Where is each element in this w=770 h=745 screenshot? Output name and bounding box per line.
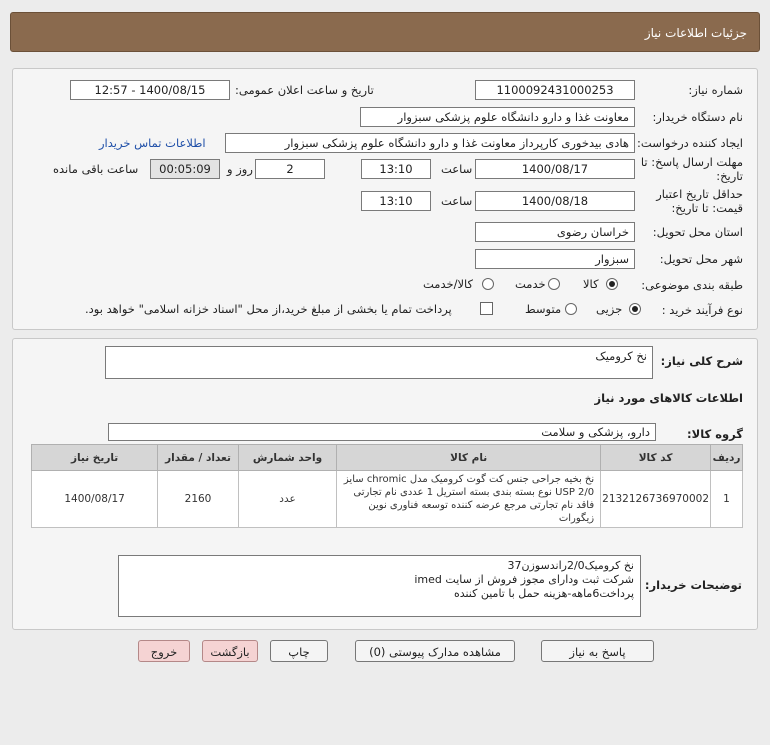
page-title: جزئیات اطلاعات نیاز bbox=[644, 26, 747, 40]
cell-code: 2132126736970002 bbox=[601, 471, 711, 528]
goods-group-label: گروه کالا: bbox=[687, 427, 743, 441]
validity-time-label: ساعت bbox=[441, 194, 473, 208]
days-label: روز و bbox=[227, 162, 253, 176]
back-button[interactable]: بازگشت bbox=[202, 640, 258, 662]
deadline-time-field: 13:10 bbox=[361, 159, 431, 179]
category-goods-label: کالا bbox=[583, 277, 599, 291]
col-unit: واحد شمارش bbox=[238, 445, 336, 471]
goods-group-field: دارو، پزشکی و سلامت bbox=[108, 423, 656, 441]
announce-date-field: 1400/08/15 - 12:57 bbox=[70, 80, 230, 100]
validity-date-field: 1400/08/18 bbox=[475, 191, 635, 211]
category-service-label: خدمت bbox=[515, 277, 546, 291]
goods-table-header bbox=[32, 445, 743, 471]
cell-row: 1 bbox=[711, 471, 743, 528]
validity-label: حداقل تاریخ اعتبار قیمت: تا تاریخ: bbox=[656, 187, 743, 215]
category-both-label: کالا/خدمت bbox=[423, 277, 474, 291]
need-info-panel bbox=[12, 68, 758, 330]
col-date: تاریخ نیاز bbox=[32, 445, 158, 471]
buyer-note-line: شرکت ثبت ودارای مجوز فروش از سایت imed bbox=[414, 573, 634, 586]
goods-info-heading: اطلاعات کالاهای مورد نیاز bbox=[594, 391, 743, 405]
validity-time-field: 13:10 bbox=[361, 191, 431, 211]
goods-table bbox=[31, 444, 743, 528]
requester-label: ایجاد کننده درخواست: bbox=[637, 136, 743, 150]
treasury-payment-checkbox[interactable] bbox=[480, 302, 493, 315]
need-number-field: 1100092431000253 bbox=[475, 80, 635, 100]
exit-button[interactable]: خروج bbox=[138, 640, 190, 662]
cell-date: 1400/08/17 bbox=[32, 471, 158, 528]
category-service-radio[interactable] bbox=[548, 278, 560, 290]
buyer-notes-label: توضیحات خریدار: bbox=[644, 578, 742, 592]
need-summary-label: شرح کلی نیاز: bbox=[660, 354, 743, 368]
remaining-time-field: 00:05:09 bbox=[150, 159, 220, 179]
city-label: شهر محل تحویل: bbox=[659, 252, 743, 266]
category-label: طبقه بندی موضوعی: bbox=[641, 278, 743, 292]
buyer-contact-link[interactable]: اطلاعات تماس خریدار bbox=[99, 136, 206, 150]
table-row bbox=[32, 471, 743, 528]
process-medium-radio[interactable] bbox=[565, 303, 577, 315]
process-minor-label: جزیی bbox=[596, 302, 623, 316]
buyer-note-line: پرداخت6ماهه-هزینه حمل با تامین کننده bbox=[453, 587, 634, 600]
col-qty: تعداد / مقدار bbox=[158, 445, 239, 471]
col-code: کد کالا bbox=[601, 445, 711, 471]
category-goods-radio[interactable] bbox=[606, 278, 618, 290]
remaining-time-label: ساعت باقی مانده bbox=[53, 162, 139, 176]
city-field: سبزوار bbox=[475, 249, 635, 269]
buyer-org-field: معاونت غذا و دارو دانشگاه علوم پزشکی سبزوار bbox=[360, 107, 635, 127]
requester-field: هادی بیدخوری کارپرداز معاونت غذا و دارو دانشگاه علوم پزشکی سبزوار bbox=[225, 133, 635, 153]
category-both-radio[interactable] bbox=[482, 278, 494, 290]
process-minor-radio[interactable] bbox=[629, 303, 641, 315]
province-label: استان محل تحویل: bbox=[652, 225, 743, 239]
page-header bbox=[10, 12, 760, 52]
deadline-time-label: ساعت bbox=[441, 162, 473, 176]
need-summary-field: نخ کرومیک bbox=[105, 346, 653, 379]
print-button[interactable]: چاپ bbox=[270, 640, 328, 662]
reply-button[interactable]: پاسخ به نیاز bbox=[541, 640, 654, 662]
view-documents-button[interactable]: مشاهده مدارک پیوستی (0) bbox=[355, 640, 515, 662]
process-label: نوع فرآیند خرید : bbox=[661, 303, 743, 317]
province-field: خراسان رضوی bbox=[475, 222, 635, 242]
buyer-notes-box bbox=[118, 555, 641, 617]
process-medium-label: متوسط bbox=[525, 302, 562, 316]
cell-name: نخ بخیه جراحی جنس کت گوت کرومیک مدل chromic سایز USP 2/0 نوع بسته بندی بسته استریل 1 عددی نام تجارتی فاقد نام تجارتی مرجع عرضه کننده توسعه فناوری نوین زیگورات bbox=[337, 471, 601, 528]
cell-qty: 2160 bbox=[158, 471, 239, 528]
deadline-label: مهلت ارسال پاسخ: تا تاریخ: bbox=[640, 155, 743, 183]
col-row: ردیف bbox=[711, 445, 743, 471]
buyer-note-line: نخ کرومیک2/0راندسوزن37 bbox=[507, 559, 634, 572]
deadline-date-field: 1400/08/17 bbox=[475, 159, 635, 179]
days-field: 2 bbox=[255, 159, 325, 179]
buyer-org-label: نام دستگاه خریدار: bbox=[652, 110, 743, 124]
announce-date-label: تاریخ و ساعت اعلان عمومی: bbox=[235, 83, 374, 97]
need-number-label: شماره نیاز: bbox=[688, 83, 743, 97]
col-name: نام کالا bbox=[337, 445, 601, 471]
cell-unit: عدد bbox=[238, 471, 336, 528]
treasury-payment-note: پرداخت تمام یا بخشی از مبلغ خرید،از محل "اسناد خزانه اسلامی" خواهد بود. bbox=[85, 302, 452, 316]
